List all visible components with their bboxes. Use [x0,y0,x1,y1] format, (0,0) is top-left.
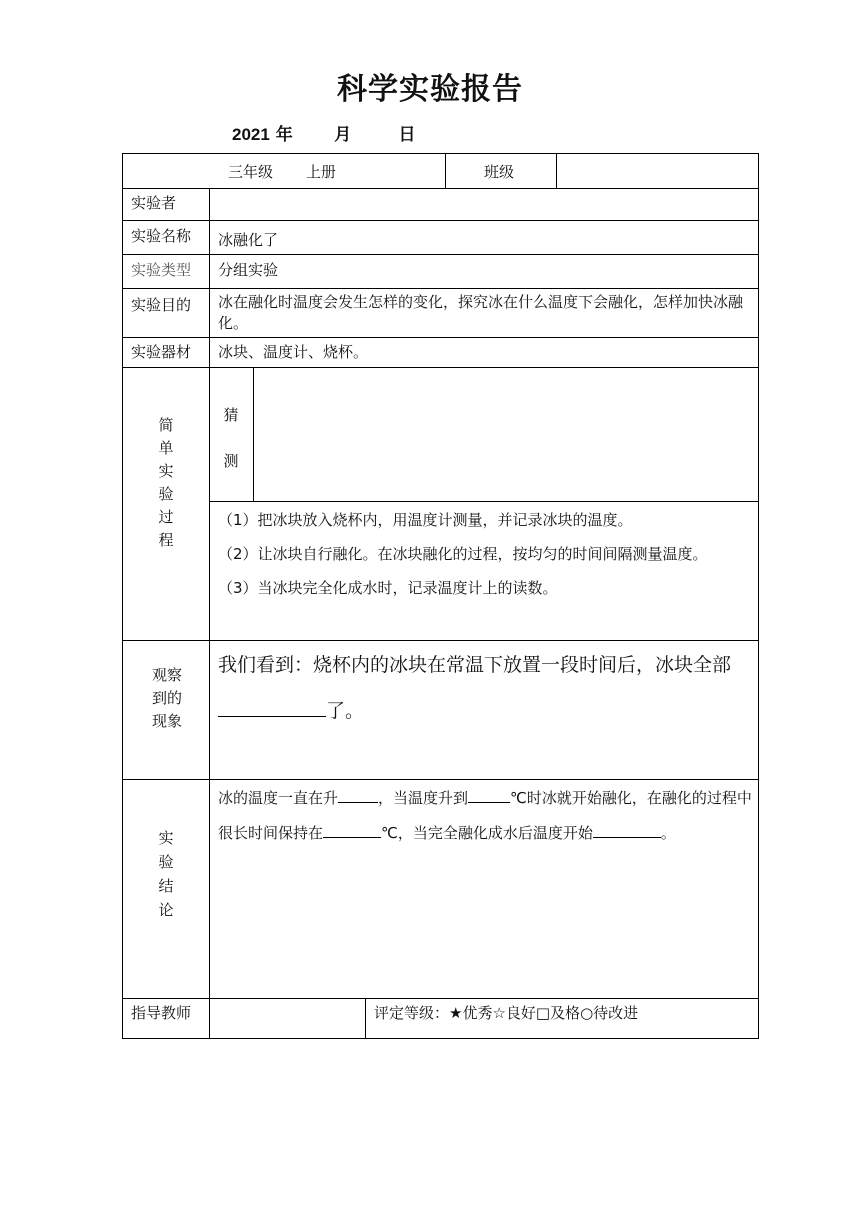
observation-label-line: 现象 [151,712,182,730]
conclusion-part: ℃，当完全融化成水后温度开始 [381,824,593,842]
observation-label [142,664,192,733]
observation-prefix: 我们看到：烧杯内的冰块在常温下放置一段时间后，冰块全部 [218,654,732,676]
experiment-type-value: 分组实验 [218,261,279,279]
conclusion-blank-3[interactable] [323,822,381,838]
conclusion-blank-1[interactable] [338,787,378,803]
observation-blank[interactable] [218,701,326,717]
process-step: （1）把冰块放入烧杯内，用温度计测量，并记录冰块的温度。 [218,511,633,529]
process-steps [218,503,754,605]
process-label-char: 过 [158,508,174,526]
rating-options: ★优秀☆良好□及格○待改进 [449,1004,639,1022]
conclusion-label-char: 论 [158,901,174,919]
guess-label-char: 测 [223,452,239,470]
observation-label-line: 到的 [151,689,182,707]
teacher-label: 指导教师 [131,1004,192,1022]
page-title: 科学实验报告 [337,72,523,107]
experiment-name-label: 实验名称 [131,227,192,245]
conclusion-label [154,826,178,922]
process-step: （3）当冰块完全化成水时，记录温度计上的读数。 [218,579,558,597]
experiment-type-label: 实验类型 [131,261,192,279]
date-day: 日 [398,125,416,145]
conclusion-label-char: 实 [158,829,174,847]
rating-label: 评定等级： [374,1004,450,1022]
guess-label-char: 猜 [223,406,239,424]
volume-label: 上册 [306,163,337,181]
conclusion-part: ℃时冰就开始融化，在融化的过程中很长时间保持在 [218,789,752,842]
experiment-name-value: 冰融化了 [218,231,279,249]
experiment-purpose-value: 冰在融化时温度会发生怎样的变化，探究冰在什么温度下会融化，怎样加快冰融化。 [218,293,744,332]
conclusion-blank-2[interactable] [468,787,510,803]
experimenter-label: 实验者 [131,194,177,212]
conclusion-label-char: 结 [158,877,174,895]
date-year-suffix: 年 [275,125,293,145]
process-label-char: 单 [158,439,174,457]
grade-label: 三年级 [228,163,274,181]
experiment-purpose-label: 实验目的 [131,296,192,314]
conclusion-blank-4[interactable] [593,822,661,838]
process-label-char: 简 [158,416,174,434]
process-step: （2）让冰块自行融化。在冰块融化的过程，按均匀的时间间隔测量温度。 [218,545,708,563]
conclusion-part: 冰的温度一直在升 [218,789,339,807]
observation-text [218,642,754,734]
conclusion-part: ，当温度升到 [378,789,469,807]
guess-field[interactable] [262,374,750,494]
conclusion-text [218,781,754,851]
process-label-char: 验 [158,485,174,503]
process-label-char: 程 [158,531,174,549]
guess-label [219,392,243,484]
report-date [232,120,416,145]
equipment-label: 实验器材 [131,343,192,361]
date-month: 月 [334,125,352,145]
class-label: 班级 [484,163,515,181]
conclusion-part: 。 [660,824,676,842]
conclusion-label-char: 验 [158,853,174,871]
rating-line [374,1002,638,1023]
equipment-value: 冰块、温度计、烧杯。 [218,343,369,361]
observation-suffix: 了。 [326,700,365,722]
process-label-char: 实 [158,462,174,480]
observation-label-line: 观察 [151,666,182,684]
date-year: 2021 [232,125,270,144]
process-label [154,414,178,552]
